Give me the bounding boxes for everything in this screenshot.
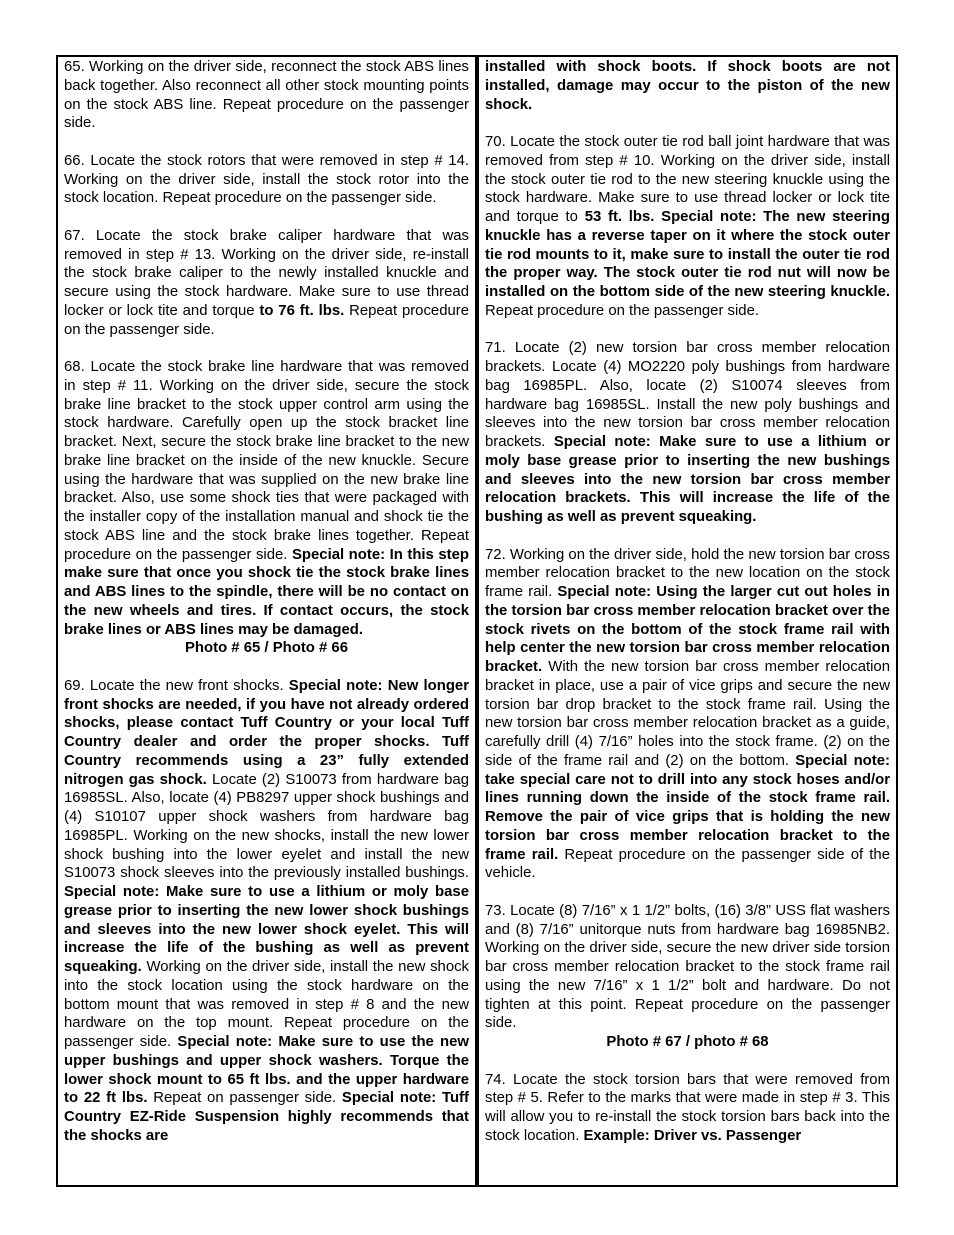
step-67: 67. Locate the stock brake caliper hardware that was removed in step # 13. Working on the driver side, re-install the stock brake caliper to the newly installed knuckle and secure using the stock hardware. Make sure to use thread locker or lock tite and torque to 76 ft. lbs. Repeat procedure on the passenger side.: [64, 227, 469, 338]
special-note: Special note: Make sure to use a lithium or moly base grease prior to inserting the new lower shock bushings and sleeves into the new lower shock eyelet. This will increase the life of the bushing as well as prevent squeaking.: [64, 884, 469, 975]
special-note: 53 ft. lbs. Special note: The new steering knuckle has a reverse taper on it where the stock outer tie rod mounts to it, make sure to install the outer tie rod the proper way. The stock outer tie rod nut will now be installed on the bottom side of the new steering knuckle.: [485, 209, 890, 300]
photo-reference: Photo # 65 / Photo # 66: [184, 640, 348, 657]
special-note: Special note: Tuff Country EZ-Ride Suspension highly recommends that the shocks are: [64, 1090, 469, 1144]
special-note: Special note: Using the larger cut out holes in the torsion bar cross member relocation bracket over the stock rivets on the bottom of the stock frame rail with help center the new torsion bar cross member relocation bracket.: [485, 584, 890, 675]
column-divider: [475, 55, 479, 1187]
right-column: [485, 58, 890, 1146]
left-column: [64, 58, 469, 1146]
special-note: Special note: take special care not to drill into any stock hoses and/or lines running down the inside of the stock frame rail. Remove the pair of vice grips that is holding the new torsion bar cross member relocation bracket to the frame rail.: [485, 752, 890, 863]
step-69-continued: [485, 58, 890, 114]
step-72: 72. Working on the driver side, hold the new torsion bar cross member relocation bracket to the new location on the stock frame rail. Special note: Using the larger cut out holes in the torsion bar cross member relocation bracket over the stock rivets on the bottom of the stock frame rail with help center the new torsion bar cross member relocation bracket. With the new torsion bar cross member relocation bracket in place, use a pair of vice grips and secure the new torsion bar drop bracket to the stock frame rail. Using the new torsion bar cross member relocation bracket as a guide, carefully drill (4) 7/16” holes into the stock frame. (2) on the side of the frame rail and (2) on the bottom. Special note: take special care not to drill into any stock hoses and/or lines running down the inside of the stock frame rail. Remove the pair of vice grips that is holding the new torsion bar cross member relocation bracket to the frame rail. Repeat procedure on the passenger side of the vehicle.: [485, 546, 890, 882]
step-68: 68. Locate the stock brake line hardware that was removed in step # 11. Working on the driver side, secure the stock brake line bracket to the stock upper control arm using the stock hardware. Carefully open up the stock bracket line bracket. Next, secure the stock brake line bracket to the new brake line bracket on the inside of the new knuckle. Secure using the hardware that was supplied on the new brake line bracket. Also, use some shock ties that were packaged with the installer copy of the installation manual and shock tie the stock ABS line and the stock brake lines together. Repeat procedure on the passenger side. Special note: In this step make sure that once you shock tie the stock brake lines and ABS lines to the spindle, there will be no contact on the new wheels and tires. If contact occurs, the stock brake lines or ABS lines may be damaged. Photo # 65 / Photo # 66: [64, 359, 469, 657]
step-69: 69. Locate the new front shocks. Special note: New longer front shocks are needed, if you have not already ordered shocks, please contact Tuff Country or your local Tuff Country dealer and order the proper shocks. Tuff Country recommends using a 23” fully extended nitrogen gas shock. Locate (2) S10073 from hardware bag 16985SL. Also, locate (4) PB8297 upper shock bushings and (4) S10107 upper shock washers from hardware bag 16985PL. Working on the new shocks, install the new lower shock bushing into the lower eyelet and install the new S10073 shock sleeves into the previously installed bushings. Special note: Make sure to use a lithium or moly base grease prior to inserting the new lower shock bushings and sleeves into the new lower shock eyelet. This will increase the life of the bushing as well as prevent squeaking. Working on the driver side, install the new shock into the stock location using the stock hardware on the bottom mount that was removed in step # 8 and the new hardware on the top mount. Repeat procedure on the passenger side. Special note: Make sure to use the new upper bushings and upper shock washers. Torque the lower shock mount to 65 ft lbs. and the upper hardware to 22 ft lbs. Repeat on passenger side. Special note: Tuff Country EZ-Ride Suspension highly recommends that the shocks are: [64, 677, 469, 1144]
step-66: 66. Locate the stock rotors that were removed in step # 14. Working on the driver side, install the stock rotor into the stock location. Repeat procedure on the passenger side.: [64, 152, 469, 207]
step-65: 65. Working on the driver side, reconnect the stock ABS lines back together. Also reconnect all other stock mounting points on the stock ABS line. Repeat procedure on the passenger side.: [64, 59, 469, 132]
special-note: Special note: Make sure to use the new upper bushings and upper shock washers. Torque the lower shock mount to 65 ft lbs. and the upper hardware to 22 ft lbs.: [64, 1034, 469, 1107]
torque-spec: to 76 ft. lbs.: [259, 302, 345, 319]
special-note: Example: Driver vs. Passenger: [583, 1127, 802, 1144]
photo-reference: Photo # 67 / photo # 68: [606, 1034, 769, 1050]
special-note: Special note: Make sure to use a lithium or moly base grease prior to inserting the new bushings and sleeves into the new torsion bar cross member relocation brackets. This will increase the life of the bushing as well as prevent squeaking.: [485, 434, 890, 525]
special-note: Special note: In this step make sure that once you shock tie the stock brake lines and ABS lines to the spindle, there will be no contact on the new wheels and tires. If contact occurs, the stock brake lines or ABS lines may be damaged.: [64, 546, 469, 638]
special-note: installed with shock boots. If shock boots are not installed, damage may occur to the piston of the new shock.: [485, 59, 890, 113]
step-73: 73. Locate (8) 7/16” x 1 1/2” bolts, (16) 3/8” USS flat washers and (8) 7/16” unitorque nuts from hardware bag 16985NB2. Working on the driver side, secure the new driver side torsion bar cross member relocation bracket to the stock frame rail using the new 7/16” x 1 1/2” bolt and hardware. Do not tighten at this point. Repeat procedure on the passenger side. Photo # 67 / photo # 68: [485, 902, 890, 1050]
special-note: Special note: New longer front shocks are needed, if you have not already ordered shocks, please contact Tuff Country or your local Tuff Country dealer and order the proper shocks. Tuff Country recommends using a 23” fully extended nitrogen gas shock.: [64, 677, 469, 788]
step-70: 70. Locate the stock outer tie rod ball joint hardware that was removed from step # 10. Working on the driver side, install the stock outer tie rod to the new steering knuckle using the stock hardware. Make sure to use thread locker or lock tite and torque to 53 ft. lbs. Special note: The new steering knuckle has a reverse taper on it where the stock outer tie rod mounts to it, make sure to install the outer tie rod the proper way. The stock outer tie rod nut will now be installed on the bottom side of the new steering knuckle. Repeat procedure on the passenger side.: [485, 134, 890, 319]
step-74: 74. Locate the stock torsion bars that were removed from step # 5. Refer to the marks that were made in step # 3. This will allow you to re-install the stock torsion bars back into the stock location. Example: Driver vs. Passenger: [485, 1071, 890, 1144]
step-71: 71. Locate (2) new torsion bar cross member relocation brackets. Locate (4) MO2220 poly bushings from hardware bag 16985PL. Also, locate (2) S10074 sleeves from hardware bag 16985SL. Install the new poly bushings and sleeves into the new torsion bar cross member relocation brackets. Special note: Make sure to use a lithium or moly base grease prior to inserting the new bushings and sleeves into the new torsion bar cross member relocation brackets. This will increase the life of the bushing as well as prevent squeaking.: [485, 340, 890, 525]
